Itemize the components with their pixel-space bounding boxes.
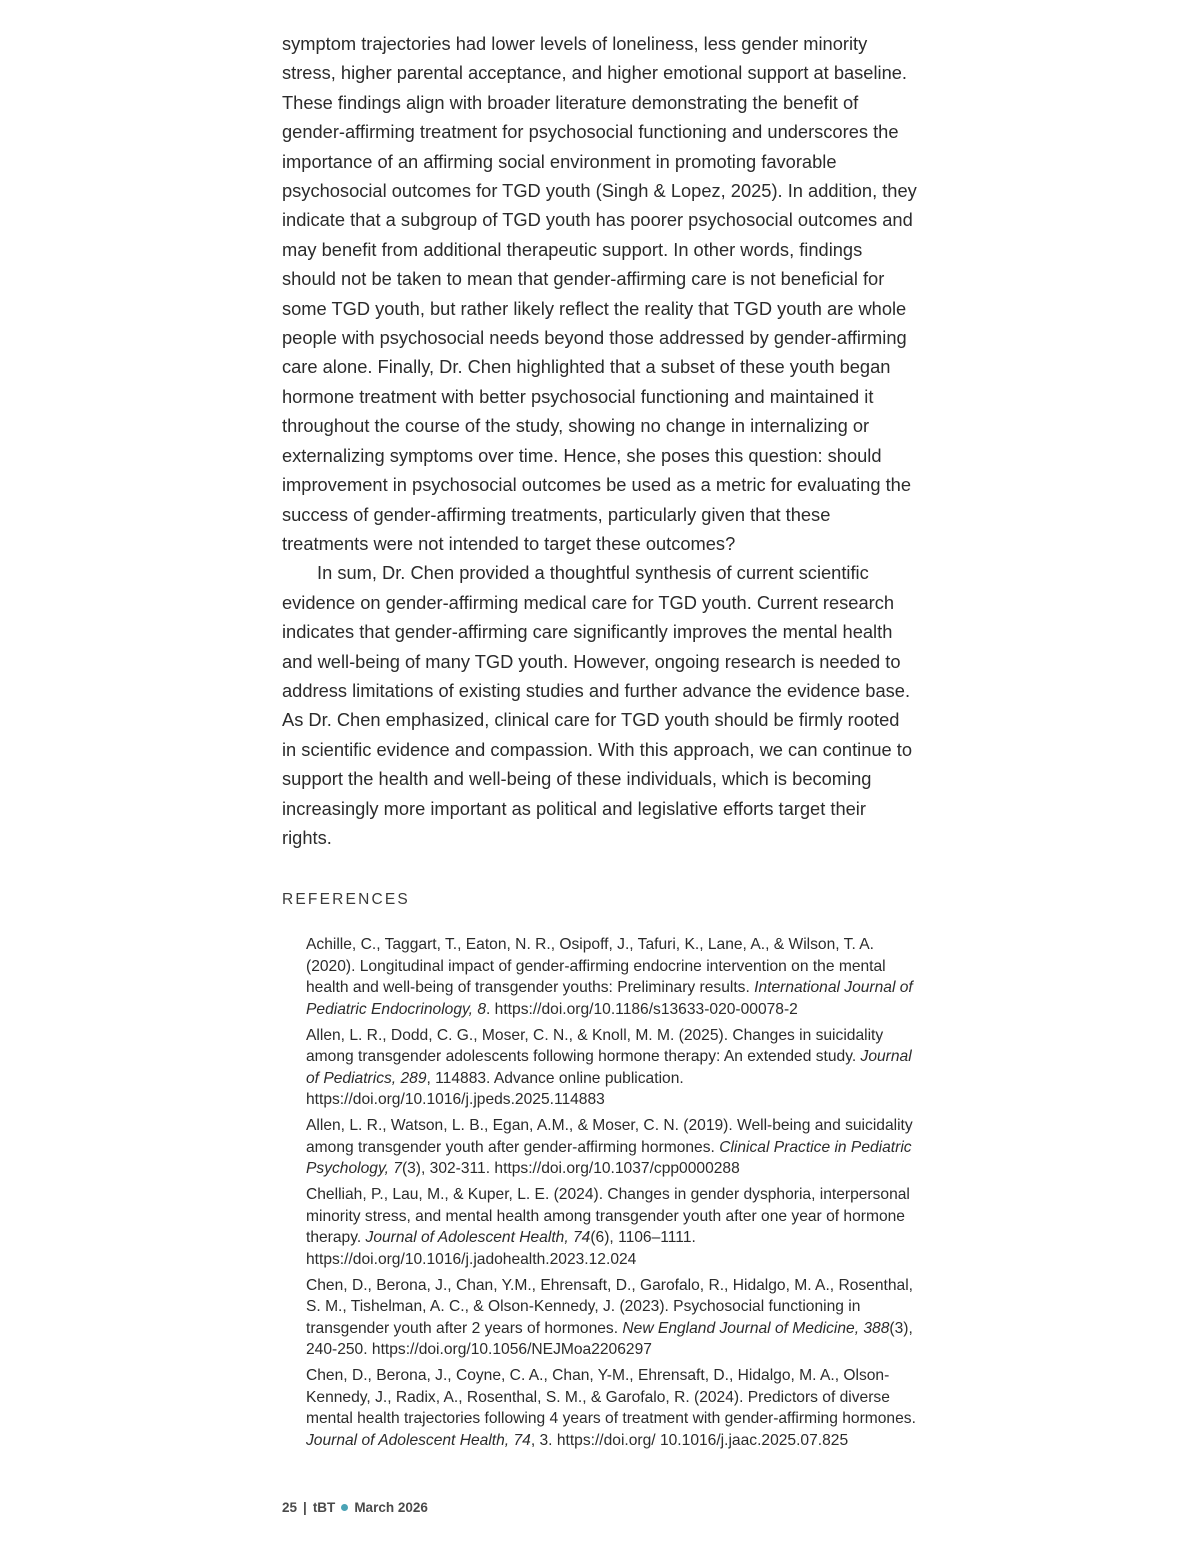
issue-date: March 2026	[354, 1500, 428, 1515]
reference-doi: (3), 240-250. https://doi.org/10.1056/NEJMoa2206297	[306, 1319, 913, 1359]
reference-item-achille-2020	[306, 934, 918, 1020]
reference-text: Allen, L. R., Watson, L. B., Egan, A.M., & Moser, C. N. (2019). Well-being and suicidality among transgender youth after gender-affirming hormones.	[306, 1117, 913, 1156]
reference-doi: , 114883. Advance online publication. https://doi.org/10.1016/j.jpeds.2025.114883	[306, 1069, 684, 1109]
footer-separator: |	[303, 1500, 307, 1515]
reference-text: Allen, L. R., Dodd, C. G., Moser, C. N., & Knoll, M. M. (2025). Changes in suicidality among transgender adolescents following hormone therapy: An extended study.	[306, 1026, 884, 1066]
reference-text: Achille, C., Taggart, T., Eaton, N. R., Osipoff, J., Tafuri, K., Lane, A., & Wilson, T. A. (2020). Longitudinal impact of gender-affirming endocrine intervention on the mental health and well-being of transgender youths: Preliminary results.	[306, 936, 886, 997]
reference-doi: (6), 1106–1111. https://doi.org/10.1016/j.jadohealth.2023.12.024	[306, 1229, 696, 1268]
body-paragraph-2: In sum, Dr. Chen provided a thoughtful synthesis of current scientific evidence on gender-affirming medical care for TGD youth. Current research indicates that gender-affirming care significantly improves the mental health and well-being of many TGD youth. However, ongoing research is needed to address limitations of existing studies and further advance the evidence base. As Dr. Chen emphasized, clinical care for TGD youth should be firmly rooted in scientific evidence and compassion. With this approach, we can continue to support the health and well-being of these individuals, which is becoming increasingly more important as political and legislative efforts target their rights.	[282, 562, 913, 848]
reference-doi: (3), 302-311. https://doi.org/10.1037/cpp0000288	[401, 1160, 740, 1178]
reference-item-chen-2024	[306, 1365, 918, 1451]
reference-text: Chen, D., Berona, J., Chan, Y.M., Ehrensaft, D., Garofalo, R., Hidalgo, M. A., Rosenthal, S. M., Tishelman, A. C., & Olson-Kennedy, J. (2023). Psychosocial functioning in transgender youth after 2 years of hormones.	[306, 1276, 914, 1337]
reference-journal: New England Journal of Medicine, 388	[622, 1319, 890, 1337]
reference-journal: International Journal of Pediatric Endocrinology, 8	[306, 979, 913, 1018]
reference-item-allen-2025	[306, 1025, 918, 1111]
reference-text: Chen, D., Berona, J., Coyne, C. A., Chan, Y-M., Ehrensaft, D., Hidalgo, M. A., Olson-Kennedy, J., Radix, A., Rosenthal, S. M., & Garofalo, R. (2024). Predictors of diverse mental health trajectories following 4 years of treatment with gender-affirming hormones.	[306, 1367, 916, 1428]
reference-item-chelliah-2024	[306, 1184, 918, 1270]
page-content	[282, 29, 918, 1456]
page-number: 25	[282, 1500, 298, 1515]
reference-doi: , 3. https://doi.org/ 10.1016/j.jaac.2025.07.825	[530, 1431, 849, 1449]
references-heading: REFERENCES	[282, 891, 410, 909]
reference-text: Chelliah, P., Lau, M., & Kuper, L. E. (2024). Changes in gender dysphoria, interpersonal minority stress, and mental health among transgender youth after one year of hormone therapy.	[306, 1186, 910, 1247]
body-paragraph-1: symptom trajectories had lower levels of loneliness, less gender minority stress, higher parental acceptance, and higher emotional support at baseline. These findings align with broader literature demonstrating the benefit of gender-affirming treatment for psychosocial functioning and underscores the importance of an affirming social environment in promoting favorable psychosocial outcomes for TGD youth (Singh & Lopez, 2025). In addition, they indicate that a subgroup of TGD youth has poorer psychosocial outcomes and may benefit from additional therapeutic support. In other words, findings should not be taken to mean that gender-affirming care is not beneficial for some TGD youth, but rather likely reflect the reality that TGD youth are whole people with psychosocial needs beyond those addressed by gender-affirming care alone. Finally, Dr. Chen highlighted that a subset of these youth began hormone treatment with better psychosocial functioning and maintained it throughout the course of the study, showing no change in internalizing or externalizing symptoms over time. Hence, she poses this question: should improvement in psychosocial outcomes be used as a metric for evaluating the success of gender-affirming treatments, particularly given that these treatments were not intended to target these outcomes?	[282, 33, 917, 554]
reference-journal: Journal of Pediatrics, 289	[306, 1048, 912, 1087]
page-footer	[282, 1500, 428, 1515]
reference-journal: Journal of Adolescent Health, 74	[365, 1229, 591, 1247]
reference-list	[282, 934, 918, 1451]
reference-journal: Clinical Practice in Pediatric Psychology, 7	[306, 1138, 912, 1178]
publication-name: tBT	[312, 1500, 336, 1515]
reference-item-allen-2019	[306, 1115, 918, 1180]
reference-journal: Journal of Adolescent Health, 74	[306, 1431, 531, 1449]
reference-item-chen-2023	[306, 1275, 918, 1361]
reference-doi: . https://doi.org/10.1186/s13633-020-00078-2	[486, 1000, 798, 1018]
bullet-dot-icon	[341, 1504, 348, 1511]
